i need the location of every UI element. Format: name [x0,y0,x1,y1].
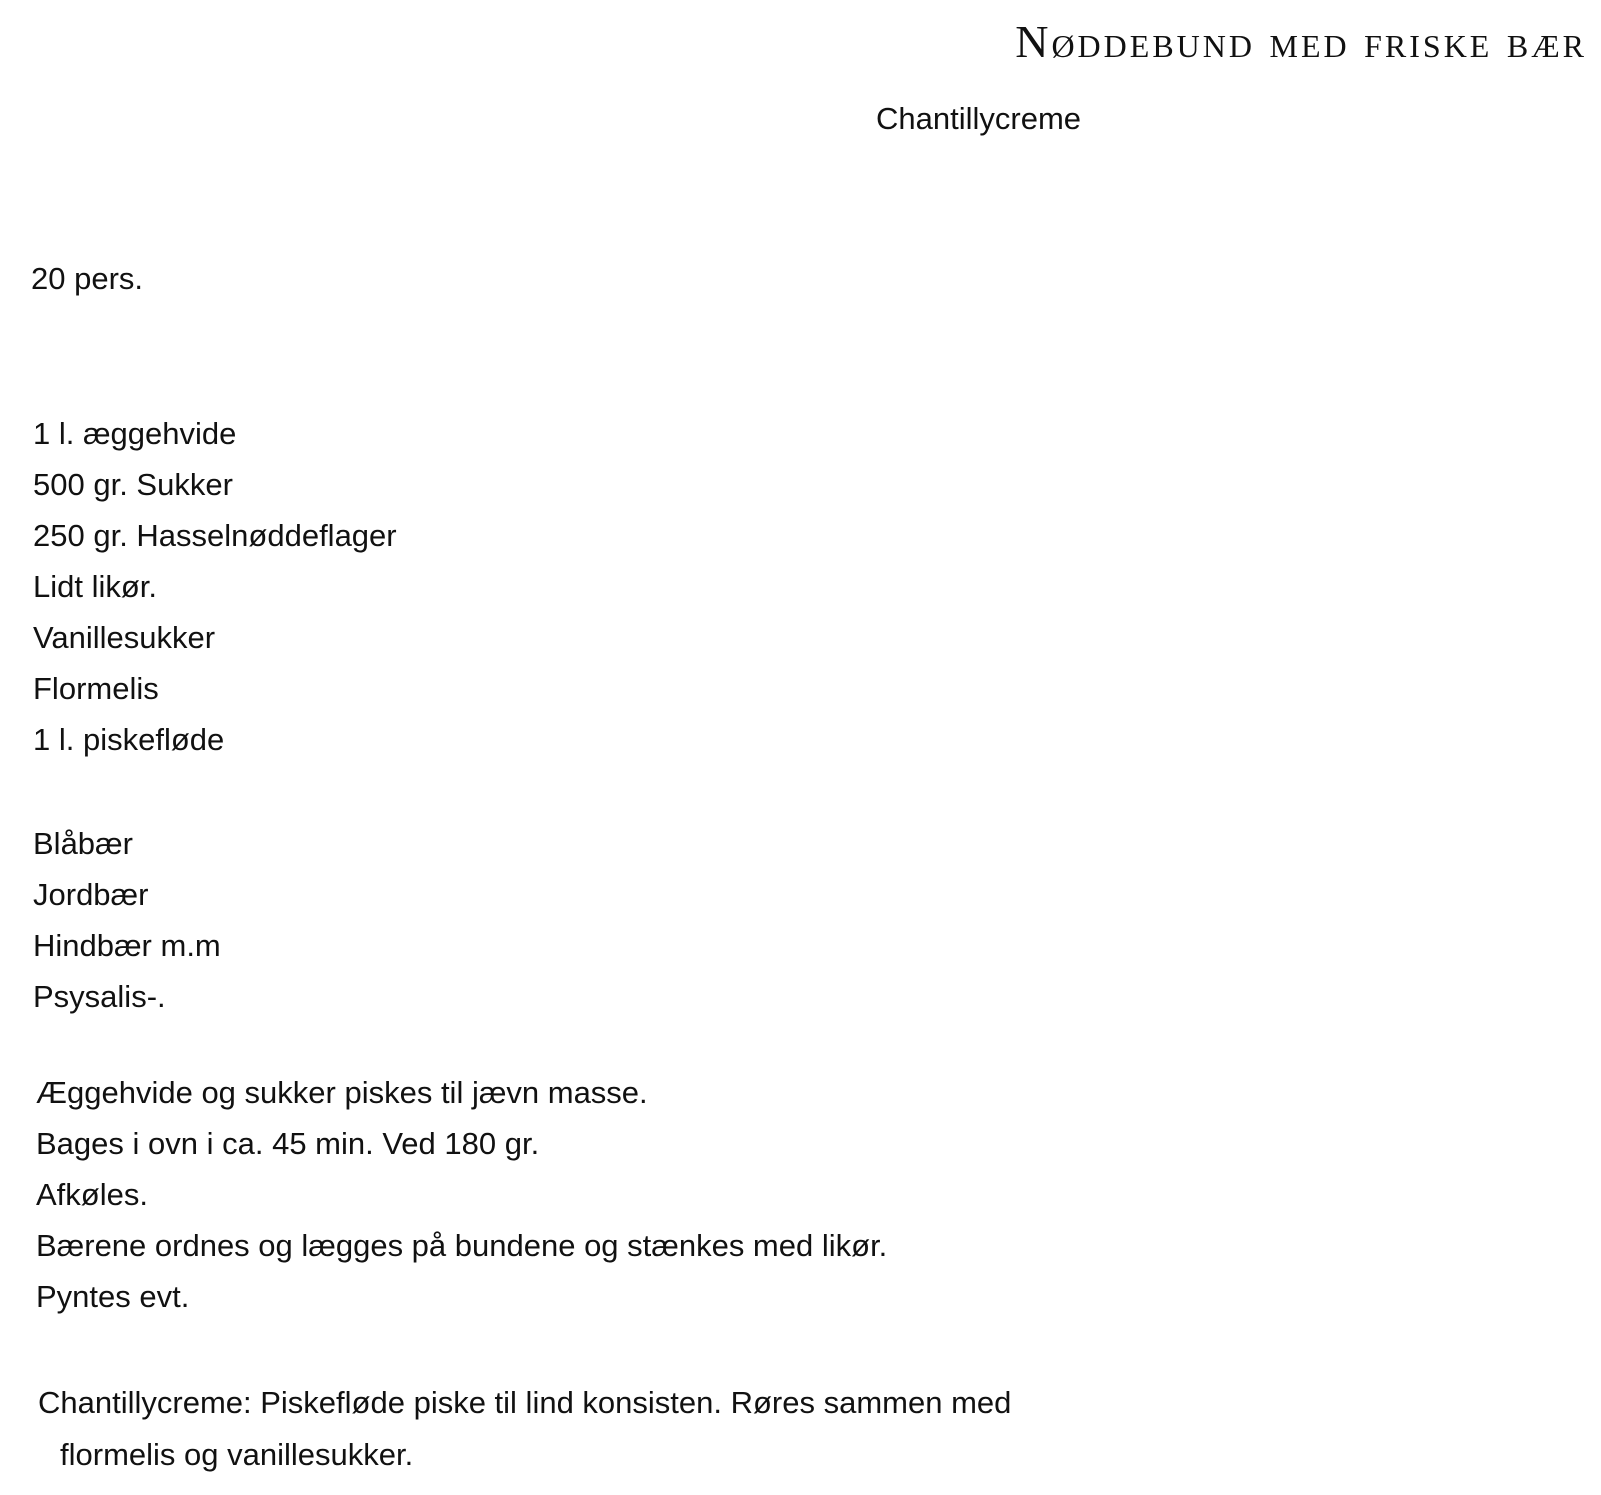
recipe-title: Nøddebund med friske bær [1015,16,1587,67]
berry-item: Hindbær m.m [33,928,221,963]
chantilly-line-2: flormelis og vanillesukker. [60,1437,414,1472]
instruction-list [36,1067,887,1322]
instruction-step: Pyntes evt. [36,1279,190,1314]
ingredient-item: Flormelis [33,671,159,706]
chantilly-line-1: Chantillycreme: Piskefløde piske til lind konsisten. Røres sammen med [38,1385,1012,1420]
instruction-step: Afkøles. [36,1177,148,1212]
ingredient-item: 1 l. piskefløde [33,722,225,757]
berry-list [33,818,221,1022]
berry-item: Psysalis-. [33,979,166,1014]
recipe-subtitle: Chantillycreme [876,101,1082,136]
chantilly-instructions [38,1377,1298,1481]
ingredient-item: 250 gr. Hasselnøddeflager [33,518,397,553]
ingredient-item: Vanillesukker [33,620,216,655]
ingredient-list [33,408,397,765]
ingredient-item: 500 gr. Sukker [33,467,233,502]
berry-item: Blåbær [33,826,133,861]
servings-count: 20 pers. [31,261,144,296]
instruction-step: Æggehvide og sukker piskes til jævn masse. [36,1075,648,1110]
ingredient-item: 1 l. æggehvide [33,416,237,451]
ingredient-item: Lidt likør. [33,569,158,604]
berry-item: Jordbær [33,877,149,912]
instruction-step: Bages i ovn i ca. 45 min. Ved 180 gr. [36,1126,540,1161]
instruction-step: Bærene ordnes og lægges på bundene og stænkes med likør. [36,1228,888,1263]
